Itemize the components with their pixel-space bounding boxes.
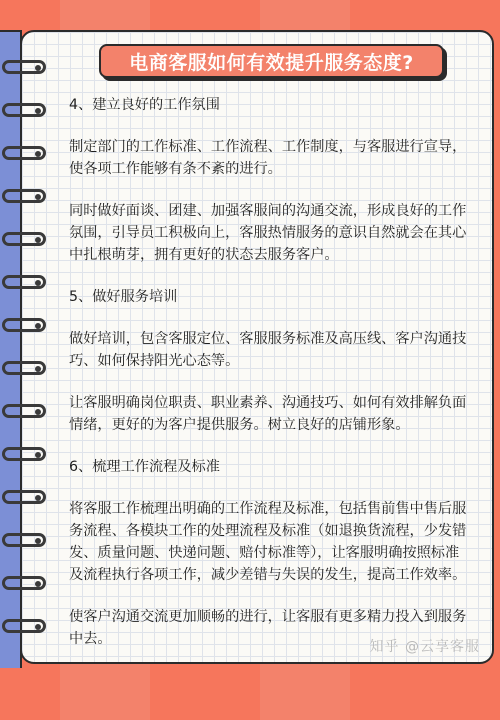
binding-ring-icon (2, 275, 46, 289)
binding-ring-icon (2, 60, 46, 74)
binding-ring-icon (2, 576, 46, 590)
binding-ring-icon (2, 447, 46, 461)
watermark: 知乎 @云享客服 (369, 639, 480, 655)
section-6 (69, 456, 467, 650)
binding-ring-icon (2, 404, 46, 418)
section-5 (69, 286, 467, 436)
binding-ring-icon (2, 619, 46, 633)
binding-ring-icon (2, 232, 46, 246)
notebook-spine (0, 30, 22, 668)
section-paragraph: 做好培训，包含客服定位、客服服务标准及高压线、客户沟通技巧、如何保持阳光心态等。 (69, 331, 467, 369)
section-paragraph: 制定部门的工作标准、工作流程、工作制度，与客服进行宣导，使各项工作能够有条不紊的进行。 (69, 139, 467, 177)
binding-ring-icon (2, 146, 46, 160)
section-heading: 6、梳理工作流程及标准 (69, 459, 220, 475)
article-body (69, 94, 467, 664)
page-title: 电商客服如何有效提升服务态度? (99, 44, 444, 78)
section-paragraph: 让客服明确岗位职责、职业素养、沟通技巧、如何有效排解负面情绪，更好的为客户提供服务。树立良好的店铺形象。 (69, 395, 467, 433)
binding-ring-icon (2, 318, 46, 332)
binding-ring-icon (2, 533, 46, 547)
section-paragraph: 将客服工作梳理出明确的工作流程及标准，包括售前售中售后服务流程、各模块工作的处理流程及标准（如退换货流程，少发错发、质量问题、快递问题、赔付标准等），让客服明确按照标准及流程执行各项工作，减少差错与失误的发生，提高工作效率。 (69, 501, 467, 583)
binding-ring-icon (2, 103, 46, 117)
section-paragraph: 同时做好面谈、团建、加强客服间的沟通交流，形成良好的工作氛围，引导员工积极向上，客服热情服务的意识自然就会在其心中扎根萌芽，拥有更好的状态去服务客户。 (69, 203, 467, 263)
section-4 (69, 94, 467, 266)
notebook-page (20, 30, 494, 664)
section-heading: 5、做好服务培训 (69, 289, 178, 305)
binding-ring-icon (2, 189, 46, 203)
section-paragraph: 使客户沟通交流更加顺畅的进行，让客服有更多精力投入到服务中去。 (69, 609, 467, 647)
binding-ring-icon (2, 490, 46, 504)
section-heading: 4、建立良好的工作氛围 (69, 97, 220, 113)
binding-ring-icon (2, 361, 46, 375)
